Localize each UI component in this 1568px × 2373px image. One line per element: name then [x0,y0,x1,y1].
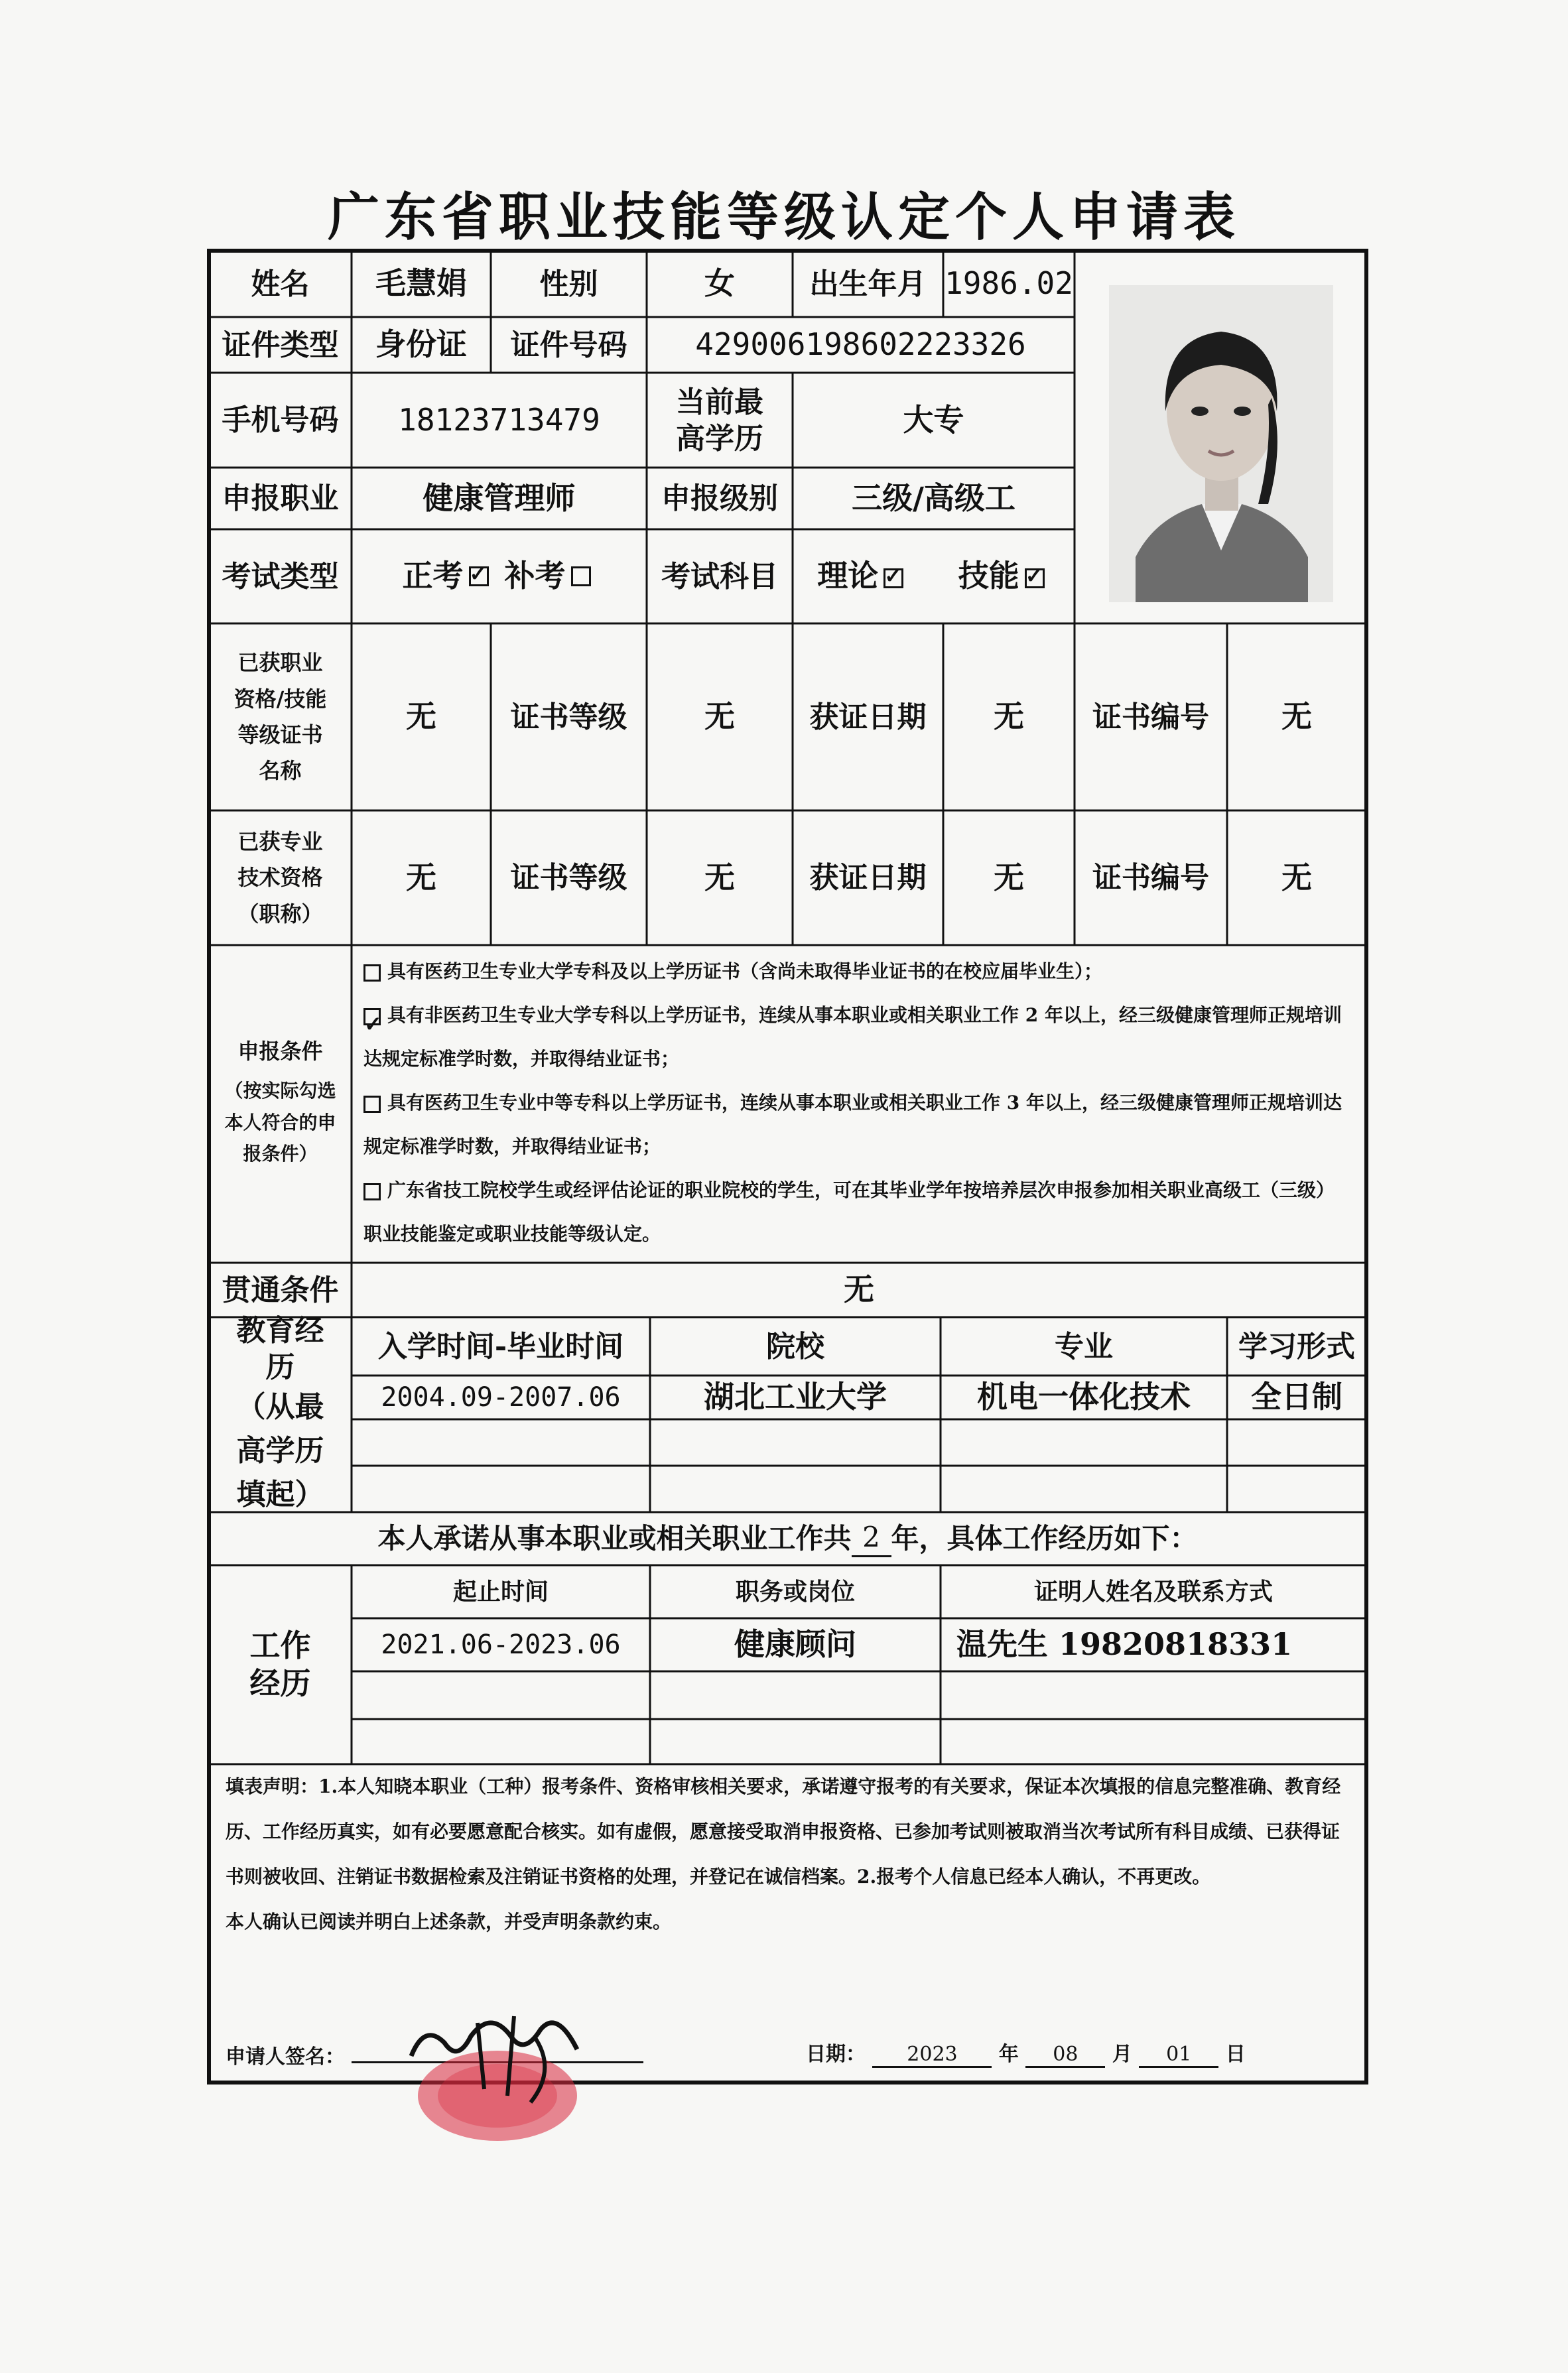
date-year-unit: 年 [998,2043,1019,2066]
exam-regular-label: 正考 [402,558,464,594]
condition-4-text: 广东省技工院校学生或经评估论证的职业院校的学生，可在其毕业学年按培养层次申报参加相关职业高级工（三级）职业技能鉴定或职业技能等级认定。 [363,1179,1335,1245]
date-label: 日期： [806,2043,866,2066]
education-note: （从最高学历填起） [236,1390,324,1511]
through-label: 贯通条件 [222,1273,339,1307]
cert2-date-label: 获证日期 [809,861,927,895]
id-type-value: 身份证 [375,326,467,363]
date-row [806,2037,1246,2068]
cert1-name: 无 [406,698,436,735]
cert2-no: 无 [1281,859,1312,895]
exam-type-label: 考试类型 [222,559,339,594]
id-type-label: 证件类型 [222,328,339,362]
condition-item-2 [363,994,1352,1081]
date-month: 08 [1025,2043,1105,2068]
cert2-name: 无 [406,859,436,895]
edu-header-school: 院校 [766,1329,824,1364]
exam-theory-label: 理论 [817,558,879,594]
conditions-label: 申报条件 [237,1039,323,1064]
exam-makeup-checkbox[interactable] [571,566,591,586]
cert2-grade-label: 证书等级 [510,861,627,895]
id-no-value: 429006198602223326 [695,326,1026,363]
declaration-block [226,1764,1353,1945]
exam-makeup-label: 补考 [504,558,566,594]
work-statement-before: 本人承诺从事本职业或相关职业工作共 [377,1521,852,1555]
level-label: 申报级别 [661,481,778,515]
edu-header-major: 专业 [1055,1329,1113,1364]
conditions-label-cell [209,945,352,1263]
work-row-position: 健康顾问 [734,1626,856,1663]
exam-subject-label: 考试科目 [661,559,778,594]
education-label: 教育经历 [236,1314,324,1384]
work-row-period: 2021.06-2023.06 [381,1630,621,1660]
condition-4-checkbox[interactable] [363,1183,381,1200]
date-month-unit: 月 [1112,2043,1132,2066]
edu-level-label: 当前最高学历 [676,385,763,456]
condition-item-4 [363,1169,1352,1256]
applicant-photo [1109,285,1333,602]
exam-type-options [352,529,647,623]
date-day-unit: 日 [1225,2043,1246,2066]
phone-value: 18123713479 [398,401,600,438]
work-statement-after: 年，具体工作经历如下： [891,1521,1198,1555]
cert2-label: 已获专业技术资格（职称） [237,828,323,927]
work-label: 工作经历 [249,1627,311,1701]
condition-1-text: 具有医药卫生专业大学专科及以上学历证书（含尚未取得毕业证书的在校应届毕业生）； [387,960,1103,982]
exam-theory-checkbox[interactable] [883,568,903,588]
exam-regular-checkbox[interactable] [469,566,489,586]
work-header-position: 职务或岗位 [735,1577,855,1606]
declaration-text: 填表声明：1.本人知晓本职业（工种）报考条件、资格审核相关要求，承诺遵守报考的有关要求，保证本次填报的信息完整准确、教育经历、工作经历真实，如有必要愿意配合核实。如有虚假，愿意接受取消申报资格、已参加考试则被取消当次考试所有科目成绩、已获得证书则被收回、注销证书数据检索及注销证书资格的处理，并登记在诚信档案。2.报考个人信息已经本人确认，不再更改。 [226,1775,1341,1888]
edu-row-mode: 全日制 [1251,1379,1342,1415]
portrait-image [1109,285,1333,602]
date-day: 01 [1139,2043,1218,2068]
exam-skill-label: 技能 [958,558,1019,594]
signature-label: 申请人签名： [226,2045,345,2069]
condition-2-text: 具有非医药卫生专业大学专科以上学历证书，连续从事本职业或相关职业工作 2 年以上，经三级健康管理师正规培训达规定标准学时数，并取得结业证书； [363,1004,1342,1070]
work-statement [209,1512,1366,1565]
work-row-reference: 温先生 19820818331 [956,1626,1293,1663]
cert1-date: 无 [994,698,1024,735]
cert1-no: 无 [1281,698,1312,735]
work-header-reference: 证明人姓名及联系方式 [1033,1577,1273,1606]
condition-3-text: 具有医药卫生专业中等专科以上学历证书，连续从事本职业或相关职业工作 3 年以上，经三级健康管理师正规培训达规定标准学时数，并取得结业证书； [363,1092,1342,1157]
condition-item-1 [363,950,1352,994]
cert2-date: 无 [994,859,1024,895]
cert1-grade-label: 证书等级 [510,700,627,734]
birth-value: 1986.02 [945,265,1073,302]
gender-value: 女 [704,265,735,302]
through-value: 无 [844,1271,874,1308]
edu-row-major: 机电一体化技术 [977,1379,1191,1415]
work-years: 2 [852,1520,891,1557]
name-label: 姓名 [251,267,310,301]
occupation-label: 申报职业 [222,481,339,515]
name-value: 毛慧娟 [375,265,467,302]
form-title: 广东省职业技能等级认定个人申请表 [327,187,1240,247]
cert1-label: 已获职业资格/技能等级证书名称 [233,650,327,784]
gender-label: 性别 [539,267,598,301]
cert2-grade: 无 [704,859,735,895]
occupation-value: 健康管理师 [423,480,576,516]
cert1-no-label: 证书编号 [1092,700,1209,734]
cert1-date-label: 获证日期 [809,700,927,734]
edu-level-value: 大专 [903,401,964,438]
conditions-note: （按实际勾选本人符合的申报条件） [224,1080,336,1165]
edu-row-period: 2004.09-2007.06 [381,1382,621,1413]
cert1-grade: 无 [704,698,735,735]
condition-3-checkbox[interactable] [363,1096,381,1113]
edu-header-period: 入学时间-毕业时间 [377,1329,624,1364]
phone-label: 手机号码 [222,403,339,437]
birth-label: 出生年月 [809,267,927,301]
condition-2-checkbox[interactable] [363,1008,381,1025]
cert2-no-label: 证书编号 [1092,861,1209,895]
date-year: 2023 [872,2043,992,2068]
edu-header-mode: 学习形式 [1238,1329,1355,1364]
id-no-label: 证件号码 [510,328,627,362]
exam-skill-checkbox[interactable] [1025,568,1045,588]
confirmation-text: 本人确认已阅读并明白上述条款，并受声明条款约束。 [226,1911,672,1933]
fingerprint-seal [398,1996,610,2149]
work-header-period: 起止时间 [452,1577,549,1606]
condition-1-checkbox[interactable] [363,964,381,982]
level-value: 三级/高级工 [852,480,1015,516]
condition-item-3 [363,1081,1352,1169]
edu-row-school: 湖北工业大学 [704,1379,887,1415]
education-label-cell [209,1314,352,1512]
exam-subject-options [793,529,1075,623]
